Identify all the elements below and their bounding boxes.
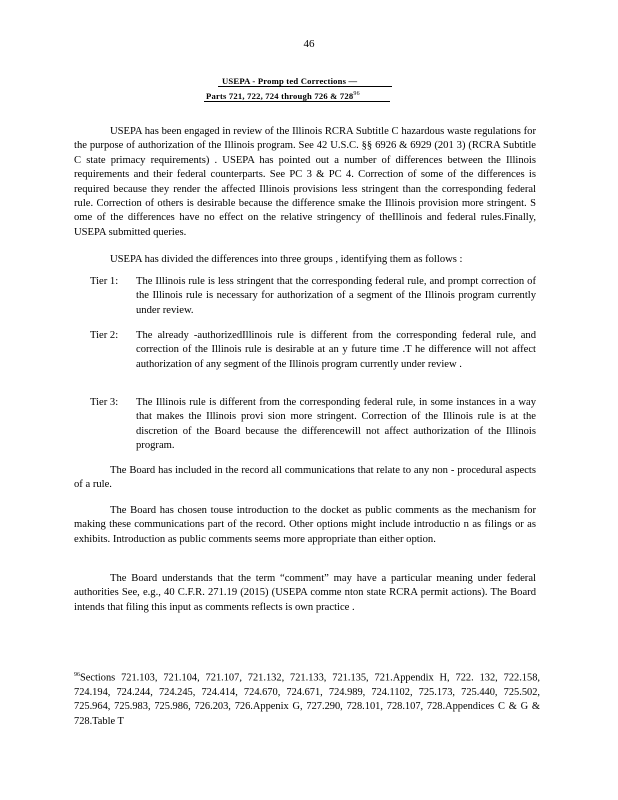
paragraph-public-comments: The Board has chosen touse introduction to the docket as public comments as the mechanism for making these communications part of the record. Other options might include introductio n as filings or as exhibits. Introduction as public comments seems more appropriate than either option. — [74, 505, 536, 545]
tier-1-text: The Illinois rule is less stringent that the corresponding federal rule, and prompt correction of the Illinois rule is necessary for authorization of a segment of the Illinois program currently under review. — [136, 276, 536, 316]
tier-2-label: Tier 2: — [90, 330, 119, 341]
paragraph-comment-meaning: The Board understands that the term “comment” may have a particular meaning under federal authorities See, e.g., 40 C.F.R. 271.19 (2015) (USEPA comme nton state RCRA permit actions). The Board intends that filing this input as comments reflects is own practice . — [74, 573, 536, 613]
paragraph-record: The Board has included in the record all communications that relate to any non - procedural aspects of a rule. — [74, 465, 536, 491]
heading-rule — [218, 86, 392, 87]
heading-line-2 — [206, 91, 360, 101]
tier-3-label: Tier 3: — [90, 397, 119, 408]
paragraph-tiers-intro: USEPA has divided the differences into three groups , identifying them as follows : — [110, 254, 463, 265]
footnote-number: 96 — [74, 672, 80, 678]
heading-footnote-ref: 96 — [353, 91, 360, 98]
heading-line-1: USEPA - Promp ted Corrections — — [222, 76, 358, 86]
paragraph-usepa-review: USEPA has been engaged in review of the Illinois RCRA Subtitle C hazardous waste regulations for the purpose of authorization of the Illinois program. See 42 U.S.C. §§ 6926 & 6929 (201 3) (RCRA Subtitle C state primacy requirements) . USEPA has pointed out a number of differences between the Illinois requirements and their federal counterparts. See PC 3 & PC 4. Correction of some of the differences is required because they render the affected Illinois provisions less stringent than the corresponding federal rule. Correction of others is desirable because the difference smake the Illinois provision more stringent. S ome of the differences have no effect on the relative stringency of theIllinois and federal rules.Finally, USEPA submitted queries. — [74, 126, 536, 238]
footnote-text: Sections 721.103, 721.104, 721.107, 721.132, 721.133, 721.135, 721.Appendix H, 722. 132, 722.158, 724.194, 724.244, 724.245, 724.414, 724.670, 724.671, 724.989, 724.1102, 725.173, 725.440, 725.502, 725.964, 725.983, 725.986, 726.203, 726.Appenix G, 727.290, 728.101, 728.107, 728.Appendices C & G & 728.Table T — [74, 672, 540, 727]
tier-2-text: The already -authorizedIllinois rule is different from the corresponding federal rule, and correction of the Illinois rule is desirable at an y future time .T he difference will not affect authorization of any segment of the Illinois program currently under review . — [136, 330, 536, 370]
tier-3-text: The Illinois rule is different from the corresponding federal rule, in some instances in a way that makes the Illinois provi sion more stringent. Correction of the Illinois rule is at the discretion of the Board because the differencewill not affect authorization of the Illinois program. — [136, 397, 536, 452]
heading-rule-2 — [204, 101, 390, 102]
heading-line-2-text: Parts 721, 722, 724 through 726 & 728 — [206, 91, 354, 101]
tier-1-label: Tier 1: — [90, 276, 119, 287]
page-number: 46 — [303, 38, 315, 50]
footnote — [74, 668, 540, 729]
